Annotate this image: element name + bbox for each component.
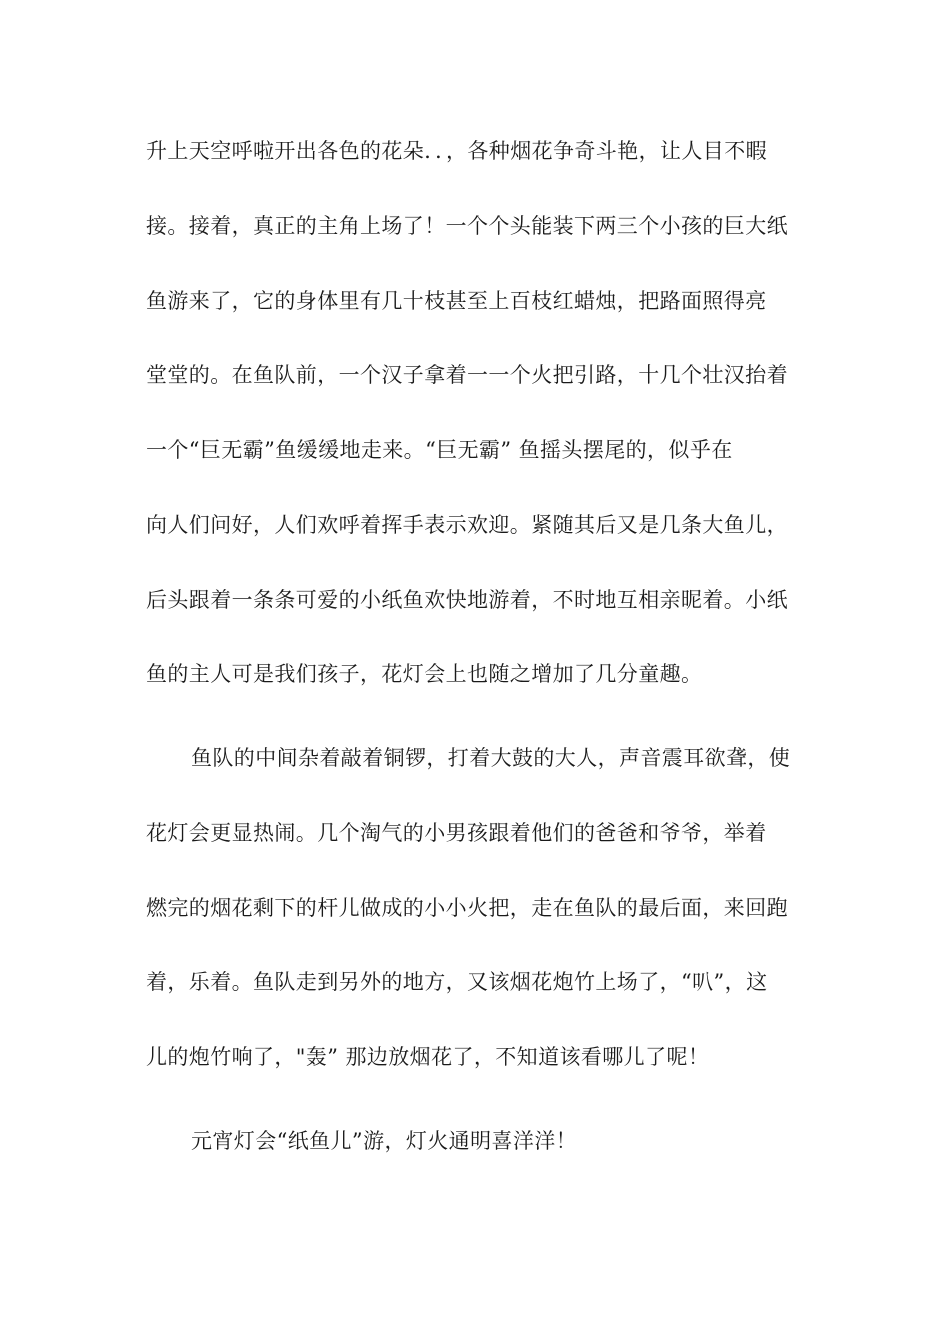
text-line-3: 鱼游来了，它的身体里有几十枝甚至上百枝红蜡烛，把路面照得亮: [146, 289, 767, 313]
text-line-6: 向人们问好，人们欢呼着挥手表示欢迎。紧随其后又是几条大鱼儿，: [146, 513, 788, 537]
paragraph-2-line-1: 鱼队的中间杂着敲着铜锣，打着大鼓的大人，声音震耳欲聋，使: [191, 746, 791, 770]
text-line-5: 一个“巨无霸”鱼缓缓地走来。“巨无霸” 鱼摇头摆尾的，似乎在: [146, 438, 733, 462]
text-line-10: 花灯会更显热闹。几个淘气的小男孩跟着他们的爸爸和爷爷，举着: [146, 821, 767, 845]
paragraph-3-line-1: 元宵灯会“纸鱼儿”游，灯火通明喜洋洋！: [191, 1129, 578, 1153]
text-line-8: 鱼的主人可是我们孩子，花灯会上也随之增加了几分童趣。: [146, 662, 703, 686]
text-line-13: 儿的炮竹响了，"轰” 那边放烟花了，不知道该看哪儿了呢！: [146, 1045, 710, 1069]
text-line-7: 后头跟着一条条可爱的小纸鱼欢快地游着，不时地互相亲昵着。小纸: [146, 588, 788, 612]
text-line-2: 接。接着，真正的主角上场了！一个个头能装下两三个小孩的巨大纸: [146, 214, 788, 238]
text-line-4: 堂堂的。在鱼队前，一个汉子拿着一一个火把引路，十几个壮汉抬着: [146, 363, 788, 387]
text-line-1: 升上天空呼啦开出各色的花朵．．，各种烟花争奇斗艳，让人目不暇: [146, 139, 767, 163]
text-line-11: 燃完的烟花剩下的杆儿做成的小小火把，走在鱼队的最后面，来回跑: [146, 896, 788, 920]
text-line-12: 着，乐着。鱼队走到另外的地方，又该烟花炮竹上场了，“叭”，这: [146, 970, 768, 994]
